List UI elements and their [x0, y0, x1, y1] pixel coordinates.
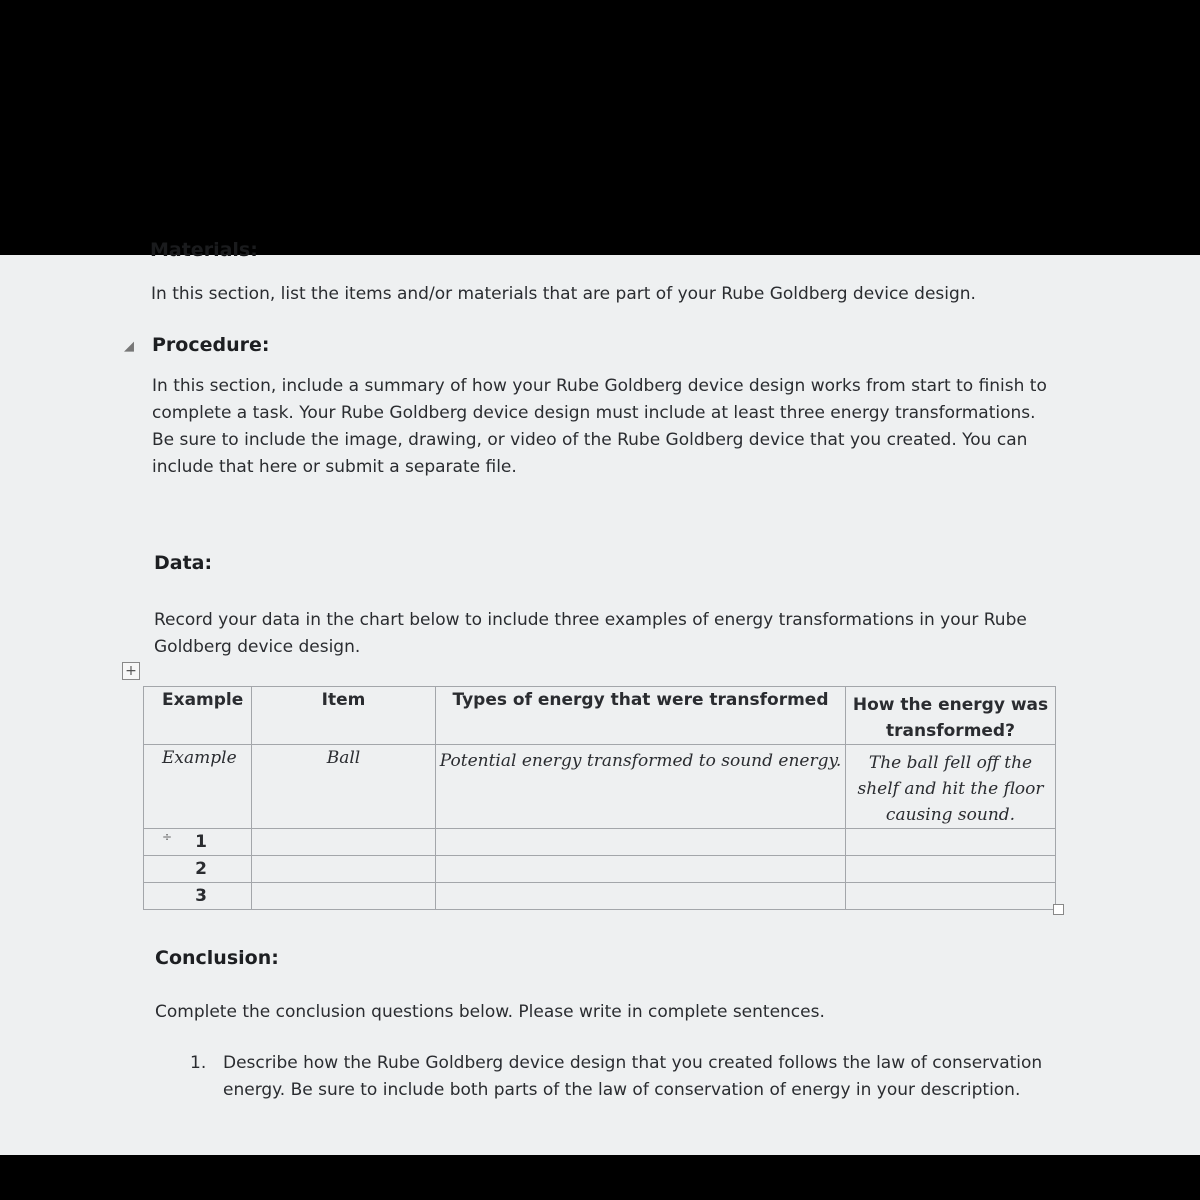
example-label-cell[interactable]: Example [144, 745, 252, 829]
data-heading: Data: [154, 552, 213, 574]
example-energy-cell[interactable]: Potential energy transformed to sound energy. [436, 745, 846, 829]
table-cell[interactable] [846, 883, 1056, 910]
question-number: 1. [190, 1053, 207, 1073]
collapse-triangle-icon[interactable]: ◢ [124, 339, 134, 354]
procedure-line: complete a task. Your Rube Goldberg device design must include at least three energy transformations. [152, 403, 1036, 423]
table-row [144, 745, 1056, 829]
procedure-heading: Procedure: [152, 334, 270, 356]
materials-heading: Materials: [150, 239, 258, 261]
data-text [154, 607, 1027, 661]
table-cell[interactable] [846, 829, 1056, 856]
table-cell[interactable] [252, 856, 436, 883]
document-page [0, 239, 1200, 1155]
data-line: Record your data in the chart below to include three examples of energy transformations in your Rube [154, 610, 1027, 630]
table-cell[interactable] [436, 856, 846, 883]
example-item-cell[interactable]: Ball [252, 745, 436, 829]
procedure-line: In this section, include a summary of how your Rube Goldberg device design works from start to finish to [152, 376, 1047, 396]
row-number-cell[interactable]: 1 [144, 829, 252, 856]
question-list [190, 1050, 1050, 1104]
header-energy-types[interactable]: Types of energy that were transformed [436, 687, 846, 745]
header-example[interactable]: Example [144, 687, 252, 745]
table-cell[interactable] [846, 856, 1056, 883]
conclusion-heading: Conclusion: [155, 947, 279, 969]
energy-data-table [143, 686, 1056, 910]
data-line: Goldberg device design. [154, 637, 361, 657]
table-row [144, 883, 1056, 910]
example-how-cell[interactable]: The ball fell off the shelf and hit the floor causing sound. [846, 745, 1056, 829]
question-line: Describe how the Rube Goldberg device design that you created follows the law of conservation [223, 1053, 1043, 1073]
header-how-transformed[interactable]: How the energy was transformed? [846, 687, 1056, 745]
row-move-handle-icon[interactable]: ÷ [162, 830, 173, 844]
row-number-cell[interactable]: 2 [144, 856, 252, 883]
question-item [190, 1050, 1050, 1104]
procedure-line: Be sure to include the image, drawing, or video of the Rube Goldberg device that you created. You can [152, 430, 1028, 450]
table-cell[interactable] [436, 829, 846, 856]
conclusion-text: Complete the conclusion questions below. Please write in complete sentences. [155, 1002, 825, 1022]
table-move-handle-icon[interactable]: + [122, 662, 140, 680]
procedure-line: include that here or submit a separate file. [152, 457, 517, 477]
table-row [144, 829, 1056, 856]
header-item[interactable]: Item [252, 687, 436, 745]
table-resize-handle-icon[interactable] [1053, 904, 1064, 915]
materials-text: In this section, list the items and/or materials that are part of your Rube Goldberg device design. [151, 284, 976, 304]
table-row [144, 856, 1056, 883]
row-number-cell[interactable]: 3 [144, 883, 252, 910]
question-line: energy. Be sure to include both parts of the law of conservation of energy in your description. [223, 1080, 1021, 1100]
table-header-row [144, 687, 1056, 745]
procedure-text [152, 373, 1047, 481]
table-cell[interactable] [436, 883, 846, 910]
table-cell[interactable] [252, 883, 436, 910]
table-cell[interactable] [252, 829, 436, 856]
